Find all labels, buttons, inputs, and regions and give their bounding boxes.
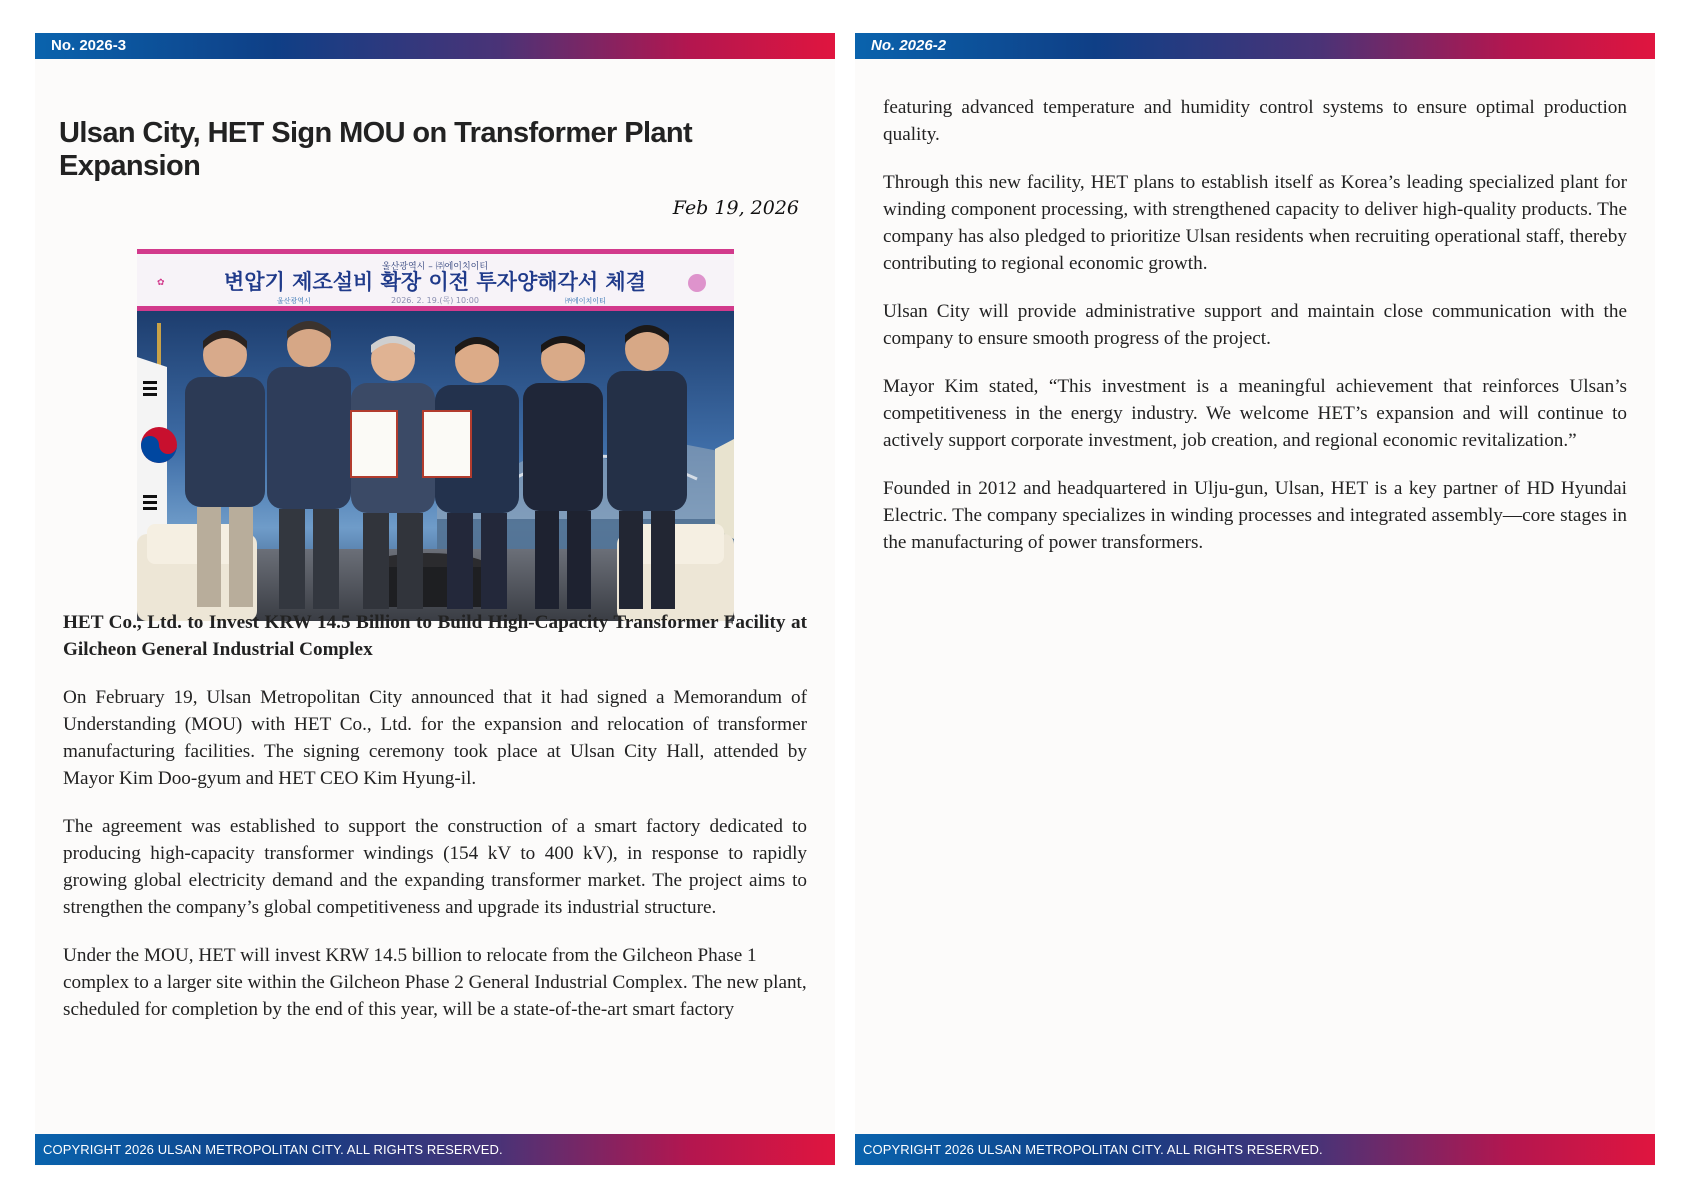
article-body-left bbox=[63, 609, 807, 1044]
paragraph: The agreement was established to support the construction of a smart factory dedicated to producing high-capacity transformer windings (154 kV to 400 kV), in response to rapidly growing global electricity demand and the expanding transformer market. The project aims to strengthen the company’s global competitiveness and upgrade its industrial structure. bbox=[63, 816, 807, 918]
mou-ceremony-photo bbox=[137, 249, 734, 621]
paragraph: Mayor Kim stated, “This investment is a meaningful achievement that reinforces Ulsan’s competitiveness in the energy industry. We welcome HET’s expansion and will continue to actively support corporate investment, job creation, and regional economic revitalization.” bbox=[883, 376, 1627, 451]
paragraph: featuring advanced temperature and humidity control systems to ensure optimal production quality. bbox=[883, 97, 1627, 145]
article-date: Feb 19, 2026 bbox=[672, 197, 799, 219]
left-page bbox=[35, 33, 835, 1166]
right-page bbox=[855, 33, 1655, 1166]
paragraph: Under the MOU, HET will invest KRW 14.5 billion to relocate from the Gilcheon Phase 1 complex to a larger site within the Gilcheon Phase 2 General Industrial Complex. The new plant, scheduled for completion by the end of this year, will be a state-of-the-art smart factory bbox=[63, 945, 807, 1020]
banner-main-text: 변압기 제조설비 확장 이전 투자양해각서 체결 bbox=[224, 270, 646, 294]
article-body-right bbox=[883, 94, 1627, 577]
banner-right-logo: ㈜에이치이티 bbox=[565, 297, 606, 305]
copyright-footer: COPYRIGHT 2026 ULSAN METROPOLITAN CITY. ALL RIGHTS RESERVED. bbox=[855, 1134, 1655, 1165]
article-headline: Ulsan City, HET Sign MOU on Transformer Plant Expansion bbox=[59, 117, 693, 182]
svg-text:✿: ✿ bbox=[157, 278, 165, 288]
banner-left-logo: 울산광역시 bbox=[277, 297, 311, 305]
copyright-footer: COPYRIGHT 2026 ULSAN METROPOLITAN CITY. ALL RIGHTS RESERVED. bbox=[35, 1134, 835, 1165]
issue-number-bar: No. 2026-2 bbox=[855, 33, 1655, 59]
issue-number-bar: No. 2026-3 bbox=[35, 33, 835, 59]
banner-small-text: 울산광역시 – ㈜에이치이티 bbox=[381, 262, 489, 272]
paragraph: On February 19, Ulsan Metropolitan City announced that it had signed a Memorandum of Understanding (MOU) with HET Co., Ltd. for the expansion and relocation of transformer manufacturing facilities. The signing ceremony took place at Ulsan City Hall, attended by Mayor Kim Doo-gyum and HET CEO Kim Hyung-il. bbox=[63, 687, 807, 789]
paragraph: Through this new facility, HET plans to establish itself as Korea’s leading specialized plant for winding component processing, with strengthened capacity to deliver high-quality products. The company has also pledged to prioritize Ulsan residents when recruiting operational staff, thereby contributing to regional economic growth. bbox=[883, 172, 1627, 274]
paragraph: Ulsan City will provide administrative support and maintain close communication with the company to ensure smooth progress of the project. bbox=[883, 301, 1627, 349]
banner-date-text: 2026. 2. 19.(목) 10:00 bbox=[391, 296, 479, 305]
paragraph: Founded in 2012 and headquartered in Ulju-gun, Ulsan, HET is a key partner of HD Hyundai Electric. The company specializes in winding processes and integrated assembly—core stages in the manufacturing of power transformers. bbox=[883, 478, 1627, 553]
article-subheadline: HET Co., Ltd. to Invest KRW 14.5 Billion to Build High-Capacity Transformer Facility at Gilcheon General Industrial Complex bbox=[63, 612, 807, 660]
